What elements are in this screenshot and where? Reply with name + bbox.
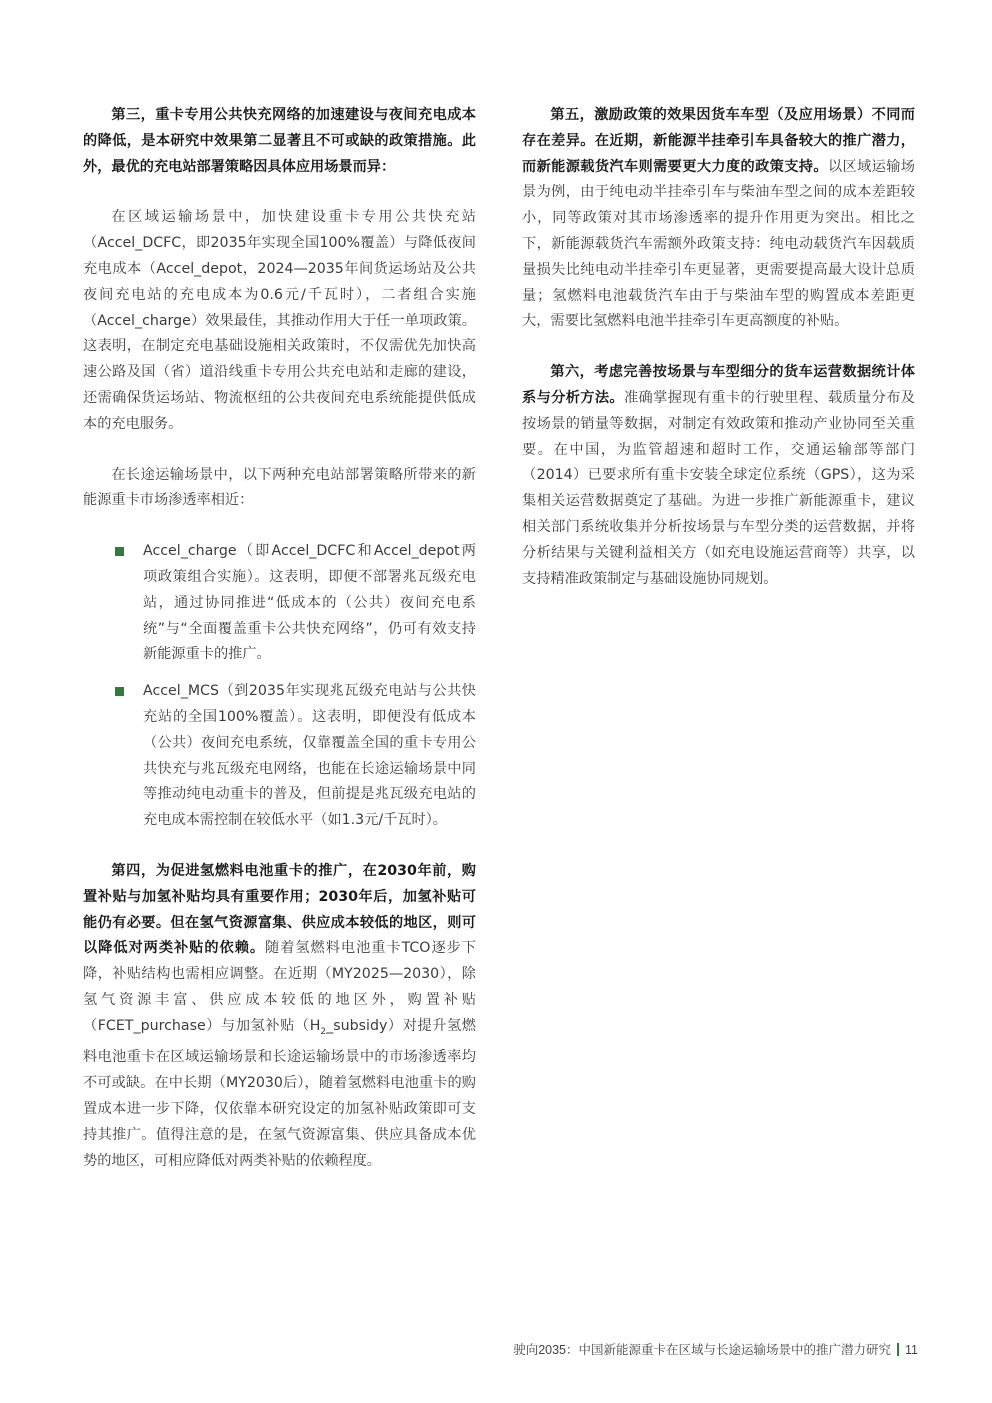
square-bullet-icon (115, 687, 124, 696)
policy-fourth-paragraph (83, 859, 476, 1174)
policy-fourth-body-b: _subsidy）对提升氢燃料电池重卡在区域运输场景和长途运输场景中的市场渗透率均不可或缺。在中长期（MY2030后），随着氢燃料电池重卡的购置成本进一步下降，仅依靠本研究设定的加氢补贴政策即可支持其推广。值得注意的是，在氢气资源富集、供应具备成本优势的地区，可相应降低对两类补贴的依赖程度。 (83, 1017, 477, 1169)
policy-fourth-heading: 第四，为促进氢燃料电池重卡的推广，在2030年前，购置补贴与加氢补贴均具有重要作用；2030年后，加氢补贴可能仍有必要。但在氢气资源富集、供应成本较低的地区，则可以降低对两类补贴的依赖。 (83, 862, 476, 957)
policy-fifth-heading: 第五，激励政策的效果因货车车型（及应用场景）不同而存在差异。在近期，新能源半挂牵引车具备较大的推广潜力，而新能源载货汽车则需要更大力度的政策支持。 (522, 107, 915, 175)
policy-sixth-paragraph (522, 360, 915, 592)
policy-fifth-paragraph (522, 103, 915, 335)
strategy-list (83, 539, 476, 834)
page-number: 11 (905, 1343, 918, 1357)
footer-divider (897, 1343, 899, 1356)
list-item-text: Accel_MCS（到2035年实现兆瓦级充电站与公共快充站的全国100%覆盖）。这表明，即便没有低成本（公共）夜间充电系统，仅靠覆盖全国的重卡专用公共快充与兆瓦级充电网络，也能在长途运输场景中同等推动纯电动重卡的普及，但前提是兆瓦级充电站的充电成本需控制在较低水平（如1.3元/千瓦时）。 (143, 683, 476, 829)
policy-sixth-heading: 第六，考虑完善按场景与车型细分的货车运营数据统计体系与分析方法。 (522, 364, 915, 406)
right-column (522, 103, 915, 592)
policy-third-heading: 第三，重卡专用公共快充网络的加速建设与夜间充电成本的降低，是本研究中效果第二显著且不可或缺的政策措施。此外，最优的充电站部署策略因具体应用场景而异： (83, 107, 476, 175)
policy-sixth-body: 准确掌握现有重卡的行驶里程、载质量分布及按场景的销量等数据，对制定有效政策和推动产业协同至关重要。在中国，为监管超速和超时工作，交通运输部等部门（2014）已要求所有重卡安装全球定位系统（GPS），这为采集相关运营数据奠定了基础。为进一步推广新能源重卡，建议相关部门系统收集并分析按场景与车型分类的运营数据，并将分析结果与关键利益相关方（如充电设施运营商等）共享，以支持精准政策制定与基础设施协同规划。 (522, 389, 915, 587)
policy-fifth-body: 以区域运输场景为例，由于纯电动半挂牵引车与柴油车型之间的成本差距较小，同等政策对其市场渗透率的提升作用更为突出。相比之下，新能源载货汽车需额外政策支持：纯电动载货汽车因载质量损失比纯电动半挂牵引车更显著，更需要提高最大设计总质量；氢燃料电池载货汽车由于与柴油车型的购置成本差距更大，需要比氢燃料电池半挂牵引车更高额度的补贴。 (522, 158, 915, 330)
square-bullet-icon (115, 547, 124, 556)
policy-fourth-body-a: 随着氢燃料电池重卡TCO逐步下降，补贴结构也需相应调整。在近期（MY2025—2030），除氢气资源丰富、供应成本较低的地区外，购置补贴（FCET_purchase）与加氢补贴（H (83, 940, 476, 1034)
longhaul-scenario-paragraph: 在长途运输场景中，以下两种充电站部署策略所带来的新能源重卡市场渗透率相近： (83, 466, 476, 509)
report-title: 驶向2035：中国新能源重卡在区域与长途运输场景中的推广潜力研究 (513, 1343, 892, 1357)
list-item (83, 679, 476, 834)
regional-scenario-paragraph: 在区域运输场景中，加快建设重卡专用公共快充站（Accel_DCFC，即2035年实现全国100%覆盖）与降低夜间充电成本（Accel_depot，2024—2035年间货运场站及公共夜间充电站的充电成本为0.6元/千瓦时），二者组合实施（Accel_charge）效果最佳，其推动作用大于任一单项政策。这表明，在制定充电基础设施相关政策时，不仅需优先加快高速公路及国（省）道沿线重卡专用公共充电站和走廊的建设，还需确保货运场站、物流枢纽的公共夜间充电系统能提供低成本的充电服务。 (83, 209, 476, 432)
left-column (83, 103, 476, 1174)
list-item-text: Accel_charge（即Accel_DCFC和Accel_depot两项政策组合实施）。这表明，即便不部署兆瓦级充电站，通过协同推进“低成本的（公共）夜间充电系统”与“全面覆盖重卡公共快充网络”，仍可有效支持新能源重卡的推广。 (143, 543, 476, 663)
list-item (83, 539, 476, 668)
h2-subscript: 2 (320, 1026, 327, 1037)
page-footer (0, 1340, 918, 1358)
